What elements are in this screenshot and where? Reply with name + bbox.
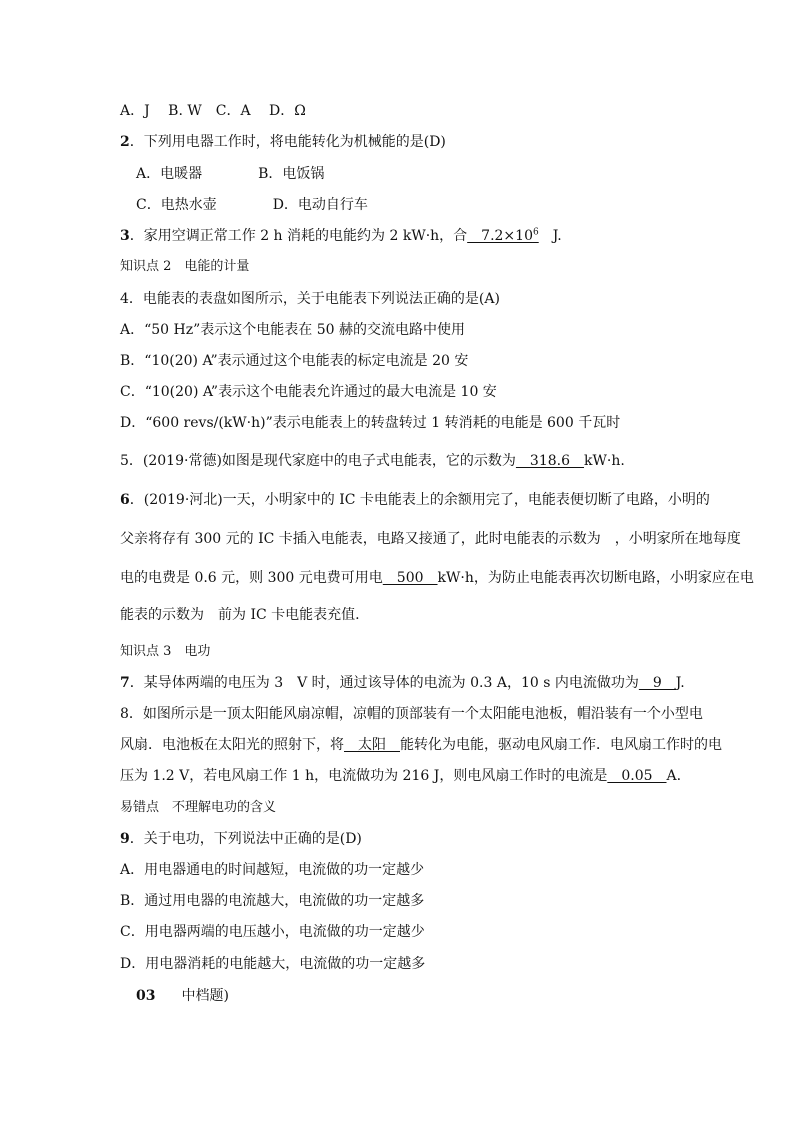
question-6-line-1: 6．(2019·河北)一天，小明家中的 IC 卡电能表上的余额用完了，电能表便切断了电路，小明的 — [120, 492, 710, 508]
q4-option-b: B．“10(20) A”表示通过这个电能表的标定电流是 20 安 — [120, 353, 469, 369]
q4-option-d: D．“600 revs/(kW·h)”表示电能表上的转盘转过 1 转消耗的电能是 600 千瓦时 — [120, 415, 621, 431]
section-label: 中档题) — [181, 988, 229, 1004]
answer-blank: $7.2\times 10^6$ — [467, 227, 539, 244]
question-number: 9 — [120, 831, 130, 847]
answer-blank: 0.05 — [607, 768, 667, 784]
question-text-end: kW·h. — [584, 453, 625, 469]
section-footer — [136, 986, 229, 1006]
section-title-3: 知识点 3 电功 — [120, 644, 211, 659]
question-8-line-1: 8．如图所示是一顶太阳能风扇凉帽，凉帽的顶部装有一个太阳能电池板，帽沿装有一个小型电 — [120, 706, 703, 722]
question-number: 3 — [120, 228, 130, 244]
question-6-line-2: 父亲将存有 300 元的 IC 卡插入电能表，电路又接通了，此时电能表的示数为 ，小明家所在地每度 — [120, 531, 741, 547]
question-8-line-3: 压为 1.2 V，若电风扇工作 1 h，电流做功为 216 J，则电风扇工作时的电流是 0.05 A. — [120, 768, 682, 784]
question-4: 4．电能表的表盘如图所示，关于电能表下列说法正确的是(A) — [120, 291, 500, 307]
question-6-line-4: 能表的示数为 前为 IC 卡电能表充值. — [120, 607, 360, 623]
question-6-line-3: 电的电费是 0.6 元，则 300 元电费可用电 500 kW·h，为防止电能表再次切断电路，小明家应在电 — [120, 570, 754, 586]
question-number: 6 — [120, 492, 130, 508]
question-5 — [120, 451, 625, 471]
q2-options-ab: A．电暖器 B．电饭锅 — [136, 166, 325, 182]
question-number: 7 — [120, 675, 130, 691]
section-title-2: 知识点 2 电能的计量 — [120, 259, 250, 274]
question-8-line-2: 风扇．电池板在太阳光的照射下，将 太阳 能转化为电能，驱动电风扇工作．电风扇工作时的电 — [120, 737, 722, 753]
question-3 — [120, 226, 562, 246]
answer-blank: 9 — [638, 675, 676, 691]
section-number: 03 — [136, 988, 156, 1004]
q9-option-d: D．用电器消耗的电能越大，电流做的功一定越多 — [120, 956, 426, 972]
q1-options: A．J B. W C．A D．Ω — [120, 103, 306, 119]
question-text: ．下列用电器工作时，将电能转化为机械能的是(D) — [129, 134, 446, 150]
answer-blank: 318.6 — [515, 453, 585, 469]
question-9: 9．关于电功，下列说法中正确的是(D) — [120, 831, 362, 847]
q9-option-a: A．用电器通电的时间越短，电流做的功一定越少 — [120, 862, 425, 878]
q2-options-cd: C．电热水壶 D．电动自行车 — [136, 197, 368, 213]
q9-option-c: C．用电器两端的电压越小，电流做的功一定越少 — [120, 924, 425, 940]
question-text: 5．(2019·常德)如图是现代家庭中的电子式电能表，它的示数为 — [120, 453, 516, 469]
question-7: 7．某导体两端的电压为 3 V 时，通过该导体的电流为 0.3 A，10 s 内电流做功为 9 J. — [120, 675, 685, 691]
question-text: ．家用空调正常工作 2 h 消耗的电能约为 2 kW·h，合 — [129, 228, 468, 244]
question-text-end: J. — [538, 228, 562, 244]
answer-blank: 500 — [382, 570, 438, 586]
q4-option-c: C．“10(20) A”表示这个电能表允许通过的最大电流是 10 安 — [120, 384, 497, 400]
q9-option-b: B．通过用电器的电流越大，电流做的功一定越多 — [120, 893, 425, 909]
section-title-4: 易错点 不理解电功的含义 — [120, 800, 277, 815]
question-number: 2 — [120, 134, 130, 150]
q4-option-a: A．“50 Hz”表示这个电能表在 50 赫的交流电路中使用 — [120, 322, 465, 338]
answer-blank: 太阳 — [344, 737, 400, 753]
question-2 — [120, 132, 446, 152]
